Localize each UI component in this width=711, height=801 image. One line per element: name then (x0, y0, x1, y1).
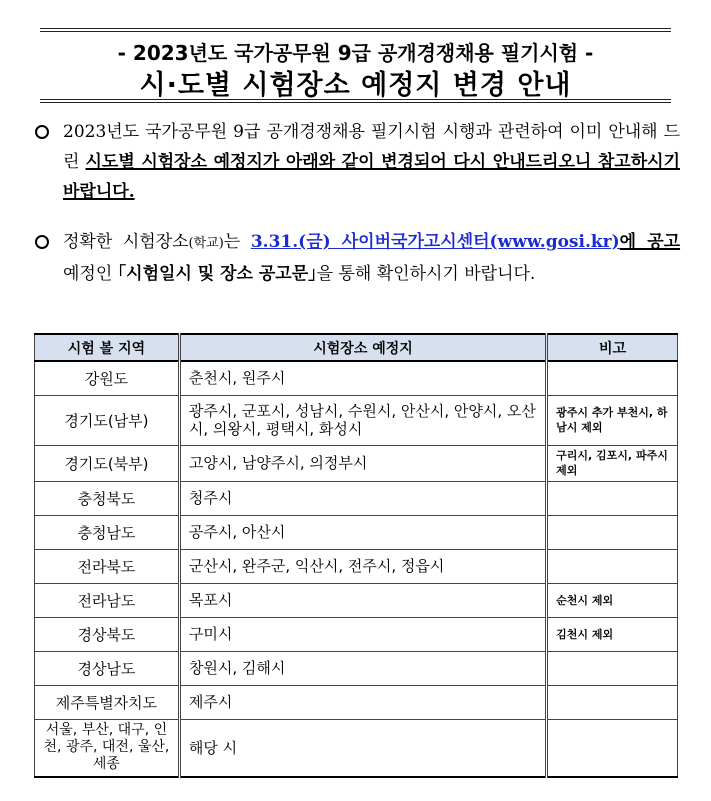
gosi-site-link[interactable]: 3.31.(금) 사이버국가고시센터(www.gosi.kr) (250, 232, 620, 252)
table-row (35, 445, 678, 481)
title-top-rule (40, 28, 671, 29)
row-sites: 군산시, 완주군, 익산시, 전주시, 정읍시 (179, 549, 546, 583)
row-region: 경상북도 (35, 617, 180, 651)
row-note: 순천시 제외 (547, 583, 678, 617)
page-title: 시·도별 시험장소 예정지 변경 안내 (139, 70, 572, 101)
title-box (40, 28, 671, 104)
row-region: 충청남도 (35, 515, 180, 549)
table-row (35, 651, 678, 685)
row-note (547, 651, 678, 685)
table-header-row (35, 334, 678, 361)
row-region: 전라남도 (35, 583, 180, 617)
notice-2-part1: 정확한 시험장소 (63, 232, 189, 252)
header-region: 시험 볼 지역 (35, 334, 180, 361)
row-sites: 청주시 (179, 481, 546, 515)
row-region: 경기도(북부) (35, 445, 180, 481)
table-row (35, 583, 678, 617)
row-note: 김천시 제외 (547, 617, 678, 651)
venue-table (34, 333, 678, 778)
notice-1-text (63, 117, 680, 207)
title-top-rule-inner (40, 31, 671, 32)
row-note: 구리시, 김포시, 파주시 제외 (547, 445, 678, 481)
row-note (547, 481, 678, 515)
notice-1-emphasis: 시도별 시험장소 예정지가 아래와 같이 변경되어 다시 안내드리오니 참고하시기 바랍니다. (63, 152, 680, 202)
notice-paragraph-1 (35, 117, 680, 207)
row-region: 강원도 (35, 361, 180, 395)
notice-paragraph-2 (35, 227, 680, 289)
notice-2-part3: 예정인 (63, 264, 118, 284)
notice-2-doc-name: ｢시험일시 및 장소 공고문｣ (117, 264, 317, 284)
title-bottom-rule (40, 102, 671, 103)
row-sites: 광주시, 군포시, 성남시, 수원시, 안산시, 안양시, 오산시, 의왕시, 평택시, 화성시 (179, 395, 546, 445)
notice-1-part1: 2023년도 국가공무원 9급 공개경쟁채용 필기시험 시행과 관련하여 이미 안내해 드린 (63, 122, 680, 172)
row-note: 광주시 추가 부천시, 하남시 제외 (547, 395, 678, 445)
header-sites: 시험장소 예정지 (179, 334, 546, 361)
row-region: 경상남도 (35, 651, 180, 685)
notice-2-part2: 는 (223, 232, 251, 252)
table-row (35, 617, 678, 651)
notice-2-text (63, 227, 680, 289)
notice-2-announce: 에 공고 (619, 232, 681, 252)
row-sites: 춘천시, 원주시 (179, 361, 546, 395)
row-region: 서울, 부산, 대구, 인천, 광주, 대전, 울산, 세종 (35, 719, 180, 777)
row-sites: 고양시, 남양주시, 의정부시 (179, 445, 546, 481)
row-region: 제주특별자치도 (35, 685, 180, 719)
row-note (547, 361, 678, 395)
table-row (35, 395, 678, 445)
row-note (547, 515, 678, 549)
table-row (35, 515, 678, 549)
row-sites: 해당 시 (179, 719, 546, 777)
table-row (35, 719, 678, 777)
notice-2-part1-small: (학교) (188, 236, 224, 251)
table-row (35, 549, 678, 583)
row-sites: 구미시 (179, 617, 546, 651)
row-sites: 창원시, 김해시 (179, 651, 546, 685)
row-note (547, 719, 678, 777)
row-note (547, 549, 678, 583)
page-subtitle: - 2023년도 국가공무원 9급 공개경쟁채용 필기시험 - (117, 41, 594, 65)
table-row (35, 361, 678, 395)
circle-bullet-icon (35, 125, 49, 139)
title-bottom-rule-inner (40, 99, 671, 100)
row-region: 전라북도 (35, 549, 180, 583)
row-sites: 공주시, 아산시 (179, 515, 546, 549)
row-sites: 목포시 (179, 583, 546, 617)
row-note (547, 685, 678, 719)
row-sites: 제주시 (179, 685, 546, 719)
header-note: 비고 (547, 334, 678, 361)
notice-2-part4: 을 통해 확인하시기 바랍니다. (316, 264, 536, 284)
circle-bullet-icon (35, 235, 49, 249)
row-region: 충청북도 (35, 481, 180, 515)
table-row (35, 685, 678, 719)
row-region: 경기도(남부) (35, 395, 180, 445)
table-row (35, 481, 678, 515)
